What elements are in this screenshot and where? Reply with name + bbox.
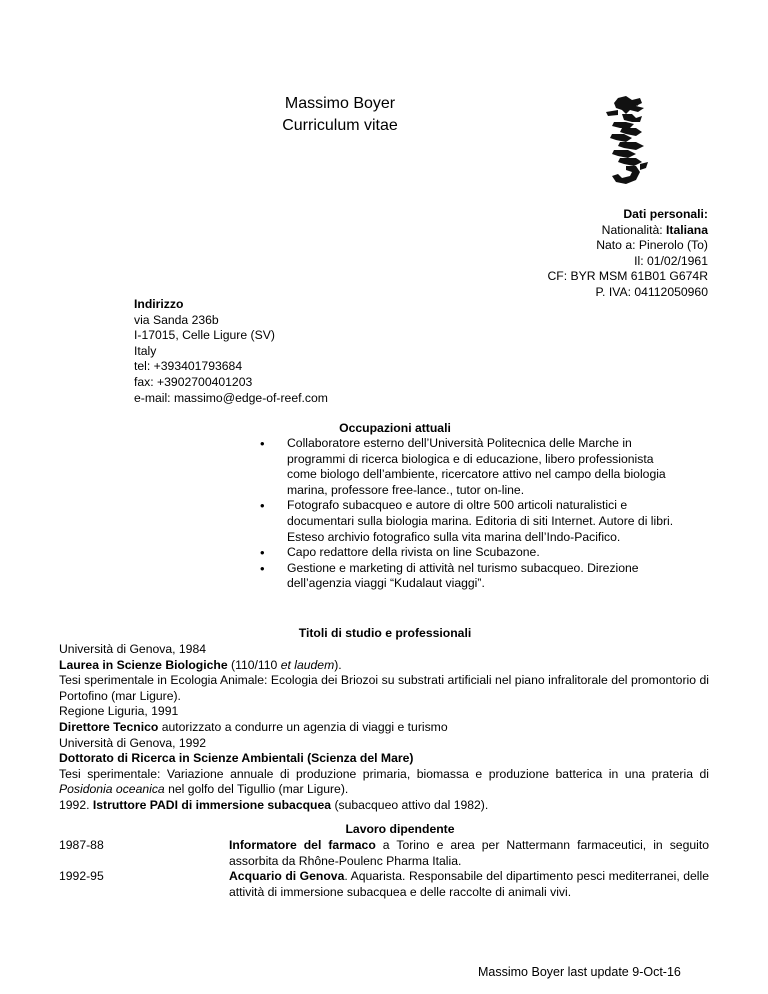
birthplace: Nato a: Pinerolo (To) [596,238,708,253]
personal-data-block [547,207,708,301]
address-heading: Indirizzo [134,297,184,311]
qualification-institution: Università di Genova, 1984 [59,642,207,656]
director-desc: autorizzato a condurre un agenzia di viaggi e turismo [158,719,448,734]
degree-end: ). [334,657,342,672]
job-detail: a Torino e area per Nattermann farmaceutici, in seguito assorbita da Rhône-Poulenc Pharma Italia. [229,838,710,868]
address-city: I-17015, Celle Ligure (SV) [134,328,275,343]
job-entry [59,838,709,869]
phone: tel: +393401793684 [134,359,243,374]
job-description [229,869,709,900]
nationality-value: Italiana [666,222,708,237]
nationality-line [547,223,708,239]
fiscal-code: CF: BYR MSM 61B01 G674R [547,269,708,284]
occupation-item: • Gestione e marketing di attività nel turismo subacqueo. Direzione dell’agenzia viaggi “Kudalaut viaggi”. [260,561,680,592]
padi-year: 1992. [59,797,93,812]
qualifications-heading: Titoli di studio e professionali [298,626,472,640]
seahorse-logo-icon [596,94,668,188]
nationality-label: Nationalità: [601,222,666,237]
qualification-institution: Regione Liguria, 1991 [59,704,179,719]
padi-desc: (subacqueo attivo dal 1982). [331,797,489,812]
qualification-institution: Università di Genova, 1992 [59,735,207,750]
cv-title-block [250,93,430,137]
birthdate: Il: 01/02/1961 [634,253,708,268]
address-country: Italy [134,343,157,358]
job-detail: . Aquarista. Responsabile del dipartimento pesci mediterranei, delle attività di immersione subacquea e delle raccolte di animali vivi. [229,869,709,899]
address-block [134,297,328,406]
personal-data-heading: Dati personali: [623,207,708,221]
fax: fax: +3902700401203 [134,374,253,389]
occupations-list [260,436,680,592]
page-footer: Massimo Boyer last update 9-Oct-16 [478,965,681,979]
email: e-mail: massimo@edge-of-reef.com [134,390,328,405]
director-title: Direttore Tecnico [59,719,159,734]
person-name: Massimo Boyer [284,95,396,112]
thesis-2-start: Tesi sperimentale: Variazione annuale di produzione primaria, biomassa e produzione batterica in una prateria di [59,766,709,781]
job-entry [59,869,709,900]
employment-heading: Lavoro dipendente [345,822,455,836]
job-years: 1987-88 [59,838,104,852]
occupation-item: • Collaboratore esterno dell’Università Politecnica delle Marche in programmi di ricerca biologica e di educazione, libero professionista come biologo dell’ambiente, ricercatore attivo nel campo della biologia marina, professore free-lance., tutor on-line. [260,436,680,498]
occupation-item: • Fotografo subacqueo e autore di oltre 500 articoli naturalistici e documentari sulla biologia marina. Editoria di siti Internet. Autore di libri. Esteso archivio fotografico sulla vita marina dell’Indo-Pacifico. [260,498,680,545]
job-description [229,838,709,869]
vat-number: P. IVA: 04112050960 [595,284,708,299]
qualification-degree [59,658,709,674]
degree-grade: (110/110 [227,657,281,672]
occupation-item: • Capo redattore della rivista on line Scubazone. [260,545,680,561]
thesis-2-species: Posidonia oceanica [59,782,165,797]
degree-honors: et laudem [280,657,335,672]
padi-title: Istruttore PADI di immersione subacquea [92,797,332,812]
job-title: Informatore del farmaco [229,838,376,852]
degree-title: Laurea in Scienze Biologiche [59,657,228,672]
employment-section [59,838,709,900]
thesis-2-end: nel golfo del Tigullio (mar Ligure). [164,782,349,797]
thesis-2 [59,767,709,798]
job-years: 1992-95 [59,869,104,884]
document-subtitle: Curriculum vitae [282,117,398,134]
qualification-director [59,720,709,736]
job-title: Acquario di Genova [229,869,345,884]
address-street: via Sanda 236b [134,312,219,327]
qualification-phd: Dottorato di Ricerca in Scienze Ambientali (Scienza del Mare) [59,751,414,766]
qualifications-section [59,642,709,814]
qualification-padi [59,798,709,814]
thesis-1: Tesi sperimentale in Ecologia Animale: Ecologia dei Briozoi su substrati artificiali nel piano infralitorale del promontorio di Portofino (mar Ligure). [59,673,709,703]
occupations-heading: Occupazioni attuali [339,421,451,435]
